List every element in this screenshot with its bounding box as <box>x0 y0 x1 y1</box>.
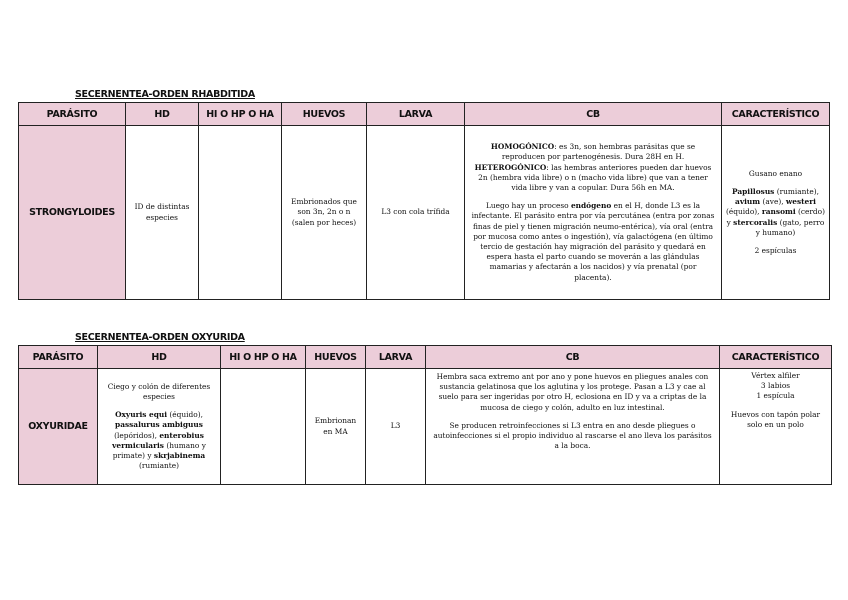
table-row <box>19 369 832 485</box>
header-hi: HI O HP O HA <box>199 103 282 126</box>
oxyurida-table <box>18 345 832 485</box>
header-hd: HD <box>98 346 221 369</box>
table-row <box>19 126 830 300</box>
header-caracteristico: CARACTERÍSTICO <box>720 346 832 369</box>
cell-larva: L3 con cola trífida <box>367 126 465 300</box>
cell-larva: L3 <box>366 369 426 485</box>
header-larva: LARVA <box>367 103 465 126</box>
header-cb: CB <box>465 103 722 126</box>
cell-parasito: STRONGYLOIDES <box>19 126 126 300</box>
header-hi: HI O HP O HA <box>221 346 306 369</box>
cb-paragraph-1: HOMOGÓNICO: es 3n, son hembras parásitas que se reproducen por partenogénesis. Dura 28H en H. HETEROGÓNICO: las hembras anteriores pueden dar huevos 2n (hembra vida libre) o n (macho vida libre) que van a tener vida libre y van a copular. Dura 56h en MA. <box>474 142 712 192</box>
table-header-row <box>19 103 830 126</box>
rhabditida-table <box>18 102 830 300</box>
cb-paragraph-1: Hembra saca extremo ant por ano y pone huevos en pliegues anales con sustancia gelatinosa que los aglutina y los protege. Pasan a L3 y cae al suelo para ser ingeridas por otro H, eclosiona en ID y va a criptas de la mucosa de ciego y colón, adulto en luz intestinal. <box>436 372 709 412</box>
header-hd: HD <box>126 103 199 126</box>
cell-cb <box>465 126 722 300</box>
cell-hd: Ciego y colón de diferentes especies Oxyuris equi (équido), passalurus ambiguus (lepóridos), enterobius vermicularis (humano y primate) y skrjabinema (rumiante) <box>98 369 221 485</box>
header-parasito: PARÁSITO <box>19 103 126 126</box>
cell-hd: ID de distintas especies <box>126 126 199 300</box>
cell-cb <box>426 369 720 485</box>
header-larva: LARVA <box>366 346 426 369</box>
header-caracteristico: CARACTERÍSTICO <box>722 103 830 126</box>
section-title-oxyurida: SECERNENTEA-ORDEN OXYURIDA <box>75 332 245 343</box>
cell-huevos: Embrionan en MA <box>306 369 366 485</box>
header-cb: CB <box>426 346 720 369</box>
section-title-rhabditida: SECERNENTEA-ORDEN RHABDITIDA <box>75 89 255 100</box>
cell-huevos: Embrionados que son 3n, 2n o n (salen por heces) <box>282 126 367 300</box>
cell-caracteristico: Gusano enano Papillosus (rumiante), avium (ave), westeri (équido), ransomi (cerdo) y stercoralis (gato, perro y humano) 2 espículas <box>722 126 830 300</box>
header-parasito: PARÁSITO <box>19 346 98 369</box>
cell-caracteristico: Vértex alfiler 3 labios 1 espícula Huevos con tapón polar solo en un polo <box>720 369 832 485</box>
header-huevos: HUEVOS <box>306 346 366 369</box>
cell-hi <box>221 369 306 485</box>
table-header-row <box>19 346 832 369</box>
cb-paragraph-2: Luego hay un proceso endógeno en el H, donde L3 es la infectante. El parásito entra por vía percutánea (entra por zonas finas de piel y tienen migración neumo-entérica), vía oral (entra por mucosa como antes o ingestión), vía galactógena (en último tercio de gestación hay migración del parásito y quedará en espera hasta el parto cuando se moverán a las glándulas mamarias y afectarán a los nacidos) y vía prenatal (por placenta). <box>471 201 715 282</box>
header-huevos: HUEVOS <box>282 103 367 126</box>
cb-paragraph-2: Se producen retroinfecciones si L3 entra en ano desde pliegues o autoinfecciones si el propio individuo al rascarse el ano lleva los parásitos a la boca. <box>433 420 712 451</box>
cell-parasito: OXYURIDAE <box>19 369 98 485</box>
cell-hi <box>199 126 282 300</box>
